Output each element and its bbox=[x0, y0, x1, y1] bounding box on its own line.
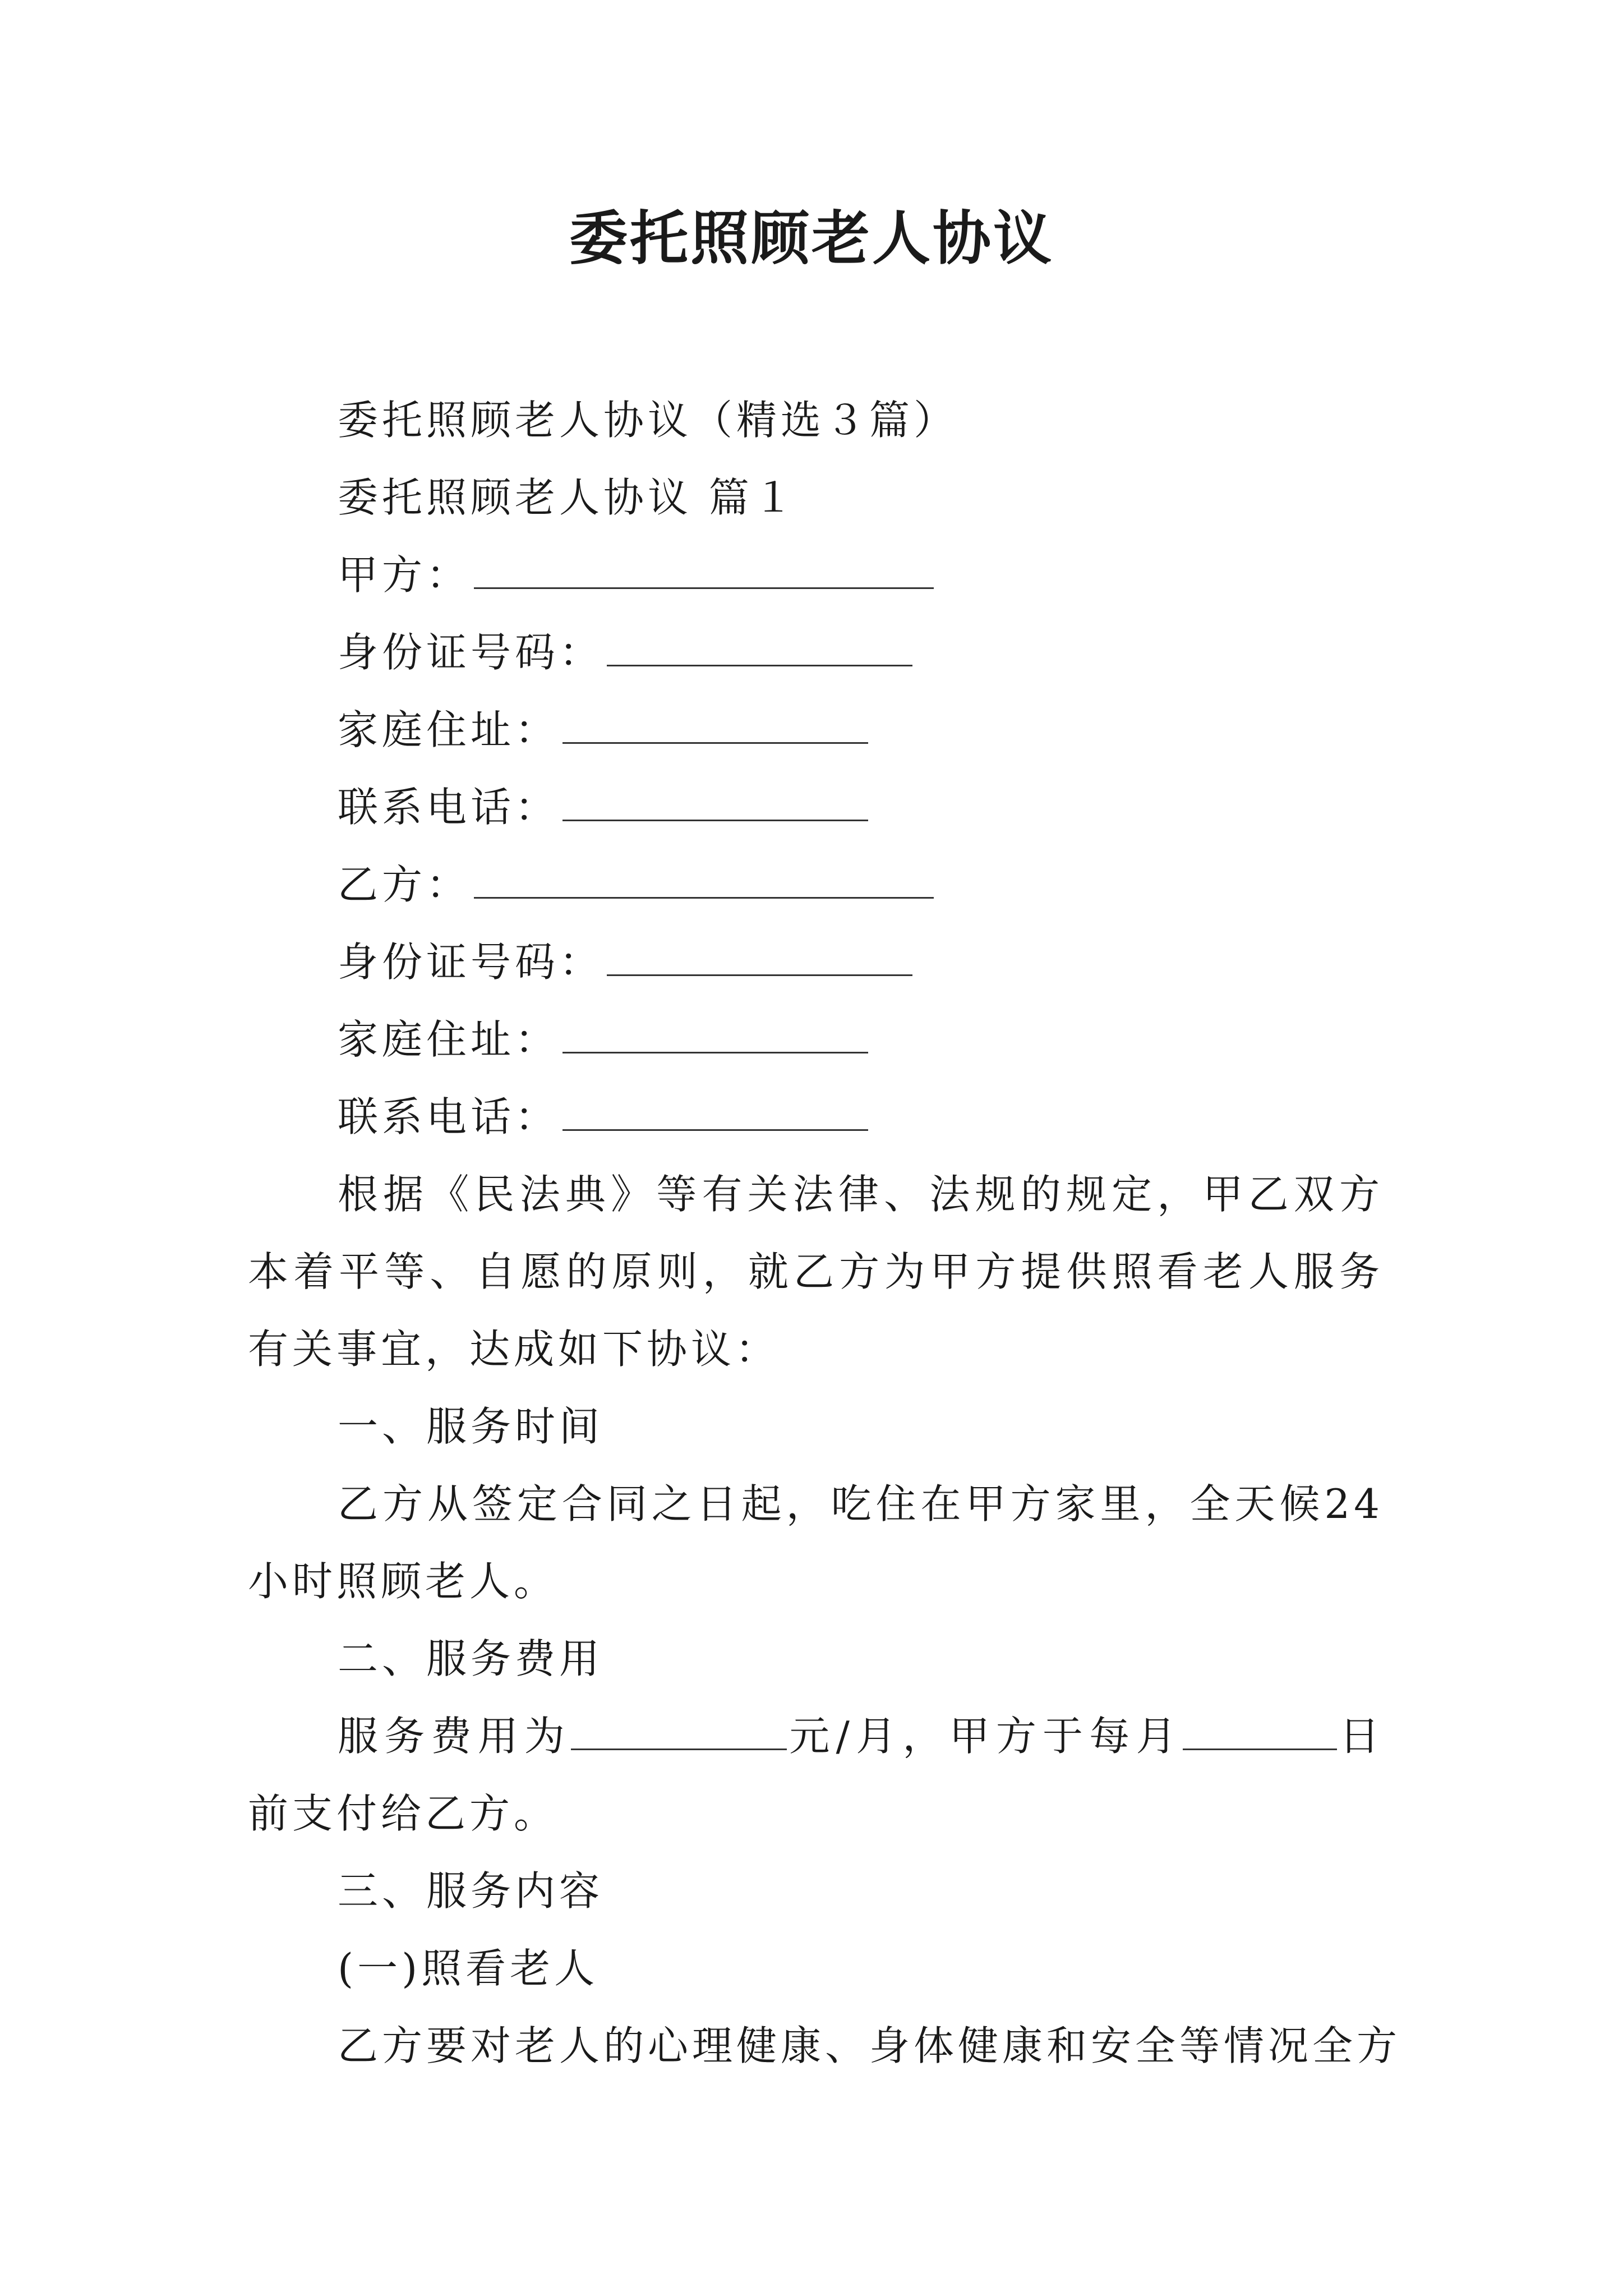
party-b-row bbox=[248, 846, 1384, 923]
section2-text-part1: 服务费用为 bbox=[338, 1713, 571, 1760]
section2-text-part3: 日前支付给乙方。 bbox=[248, 1713, 1384, 1837]
section2-paragraph bbox=[248, 1697, 1384, 1852]
section3-sub1-text: 乙方要对老人的心理健康、身体健康和安全等情况全方 bbox=[338, 2022, 1401, 2069]
section1-heading: 一、服务时间 bbox=[338, 1403, 604, 1450]
party-a-address-row bbox=[248, 691, 1384, 769]
section2-text-part2: 元/月，甲方于每月 bbox=[787, 1713, 1183, 1760]
party-b-phone-blank bbox=[562, 1096, 868, 1131]
party-a-id-row bbox=[248, 614, 1384, 691]
document-title: 委托照顾老人协议 bbox=[569, 204, 1054, 273]
section3-heading: 三、服务内容 bbox=[338, 1867, 604, 1915]
section2-heading: 二、服务费用 bbox=[338, 1635, 604, 1682]
party-b-address-blank bbox=[562, 1018, 868, 1053]
document-body bbox=[248, 381, 1401, 2085]
party-b-id-row bbox=[248, 923, 1384, 1001]
party-b-label: 乙方： bbox=[338, 861, 471, 908]
party-a-label: 甲方： bbox=[338, 551, 471, 599]
party-a-blank bbox=[474, 554, 934, 589]
party-a-address-label: 家庭住址： bbox=[338, 706, 560, 753]
party-b-id-label: 身份证号码： bbox=[338, 938, 604, 986]
party-a-id-label: 身份证号码： bbox=[338, 629, 604, 676]
document-subtitle: 委托照顾老人协议（精选３篇） bbox=[338, 397, 958, 444]
party-b-address-row bbox=[248, 1001, 1384, 1078]
section3-sub1-heading: (一)照看老人 bbox=[338, 1945, 599, 1992]
party-a-address-blank bbox=[562, 708, 868, 744]
party-a-phone-blank bbox=[562, 786, 868, 821]
party-b-phone-row bbox=[248, 1078, 1384, 1156]
party-a-phone-row bbox=[248, 769, 1384, 846]
party-b-id-blank bbox=[607, 941, 912, 976]
party-a-phone-label: 联系电话： bbox=[338, 784, 560, 831]
party-b-phone-label: 联系电话： bbox=[338, 1093, 560, 1140]
party-b-address-label: 家庭住址： bbox=[338, 1016, 560, 1063]
intro-paragraph: 根据《民法典》等有关法律、法规的规定，甲乙双方本着平等、自愿的原则，就乙方为甲方提供照看老人服务有关事宜，达成如下协议： bbox=[248, 1171, 1384, 1373]
payment-day-blank bbox=[1183, 1715, 1337, 1750]
party-a-id-blank bbox=[607, 631, 912, 666]
party-b-blank bbox=[474, 863, 934, 899]
monthly-fee-blank bbox=[571, 1715, 787, 1750]
part-heading: 委托照顾老人协议 篇１ bbox=[338, 474, 797, 521]
party-a-row bbox=[248, 536, 1384, 614]
section1-text: 乙方从签定合同之日起，吃住在甲方家里，全天候24小时照顾老人。 bbox=[248, 1480, 1384, 1605]
